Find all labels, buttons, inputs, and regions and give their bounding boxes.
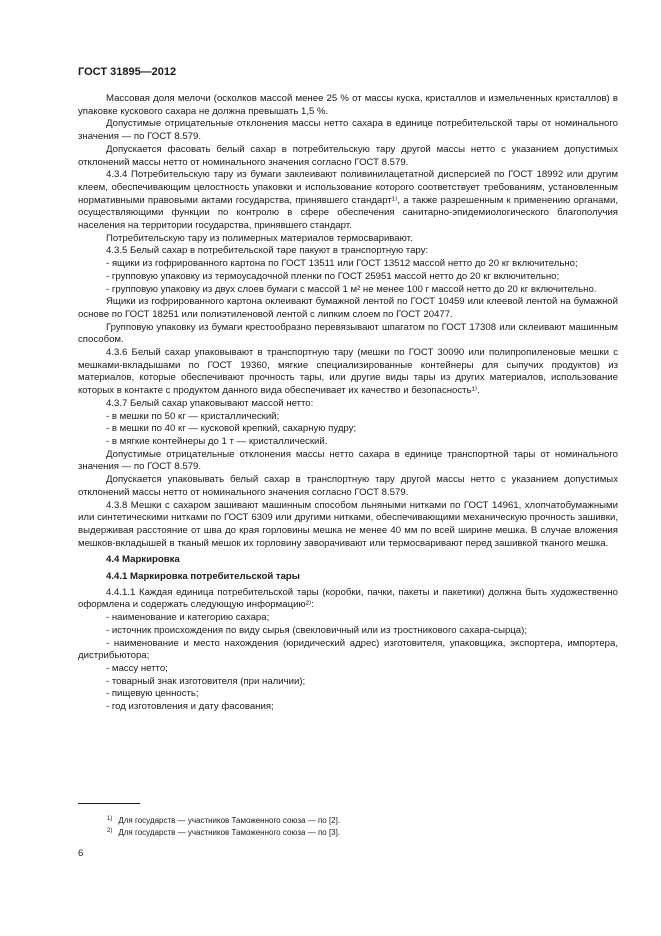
paragraph: Допустимые отрицательные отклонения массы нетто сахара в единице транспортной тары от номинального значения — по ГОСТ 8.579.: [78, 448, 618, 473]
paragraph: Потребительскую тару из полимерных материалов термосваривают.: [106, 232, 413, 244]
paragraph: Допустимые отрицательные отклонения массы нетто сахара в единице потребительской тары от номинального значения — по ГОСТ 8.579.: [78, 118, 618, 143]
paragraph: - товарный знак изготовителя (при наличии);: [106, 675, 306, 687]
paragraph: - наименование и место нахождения (юридический адрес) изготовителя, упаковщика, экспортера, импортера, дистрибьютора;: [78, 637, 618, 662]
paragraph: Допускается упаковывать белый сахар в транспортную тару другой массы нетто с указанием допустимых отклонений массы нетто от номинального значения согласно ГОСТ 8.579.: [78, 474, 618, 498]
paragraph: - источник происхождения по виду сырья (свекловичный или из тростникового сахара-сырца);: [106, 624, 528, 636]
paragraph: 4.3.8 Мешки с сахаром зашивают машинным способом льняными нитками по ГОСТ 14961, хлопчатобумажными или синтетическими нитками по ГОСТ 6309 или другими нитками, обеспечивающими механическую прочность зашивки, выдерживая расстояние от шва до края горловины мешка не менее 40 мм по всей ширине мешка. В случае вложения мешков-вкладышей в тканый мешок их горловину заворачивают или термосваривают перед зашивкой тканого мешка.: [78, 499, 618, 549]
paragraph: - групповую упаковку из двух слоев бумаги с массой 1 м² не менее 100 г массой нетто до 20 кг включительно.: [106, 283, 597, 295]
paragraph: - ящики из гофрированного картона по ГОСТ 13511 или ГОСТ 13512 массой нетто до 20 кг включительно;: [106, 258, 578, 270]
footnote-2: [107, 828, 340, 839]
document-body: [78, 93, 618, 714]
paragraph: - в мешки по 40 кг — кусковой крепкий, сахарную пудру;: [106, 423, 357, 435]
paragraph: Допускается фасовать белый сахар в потребительскую тару другой массы нетто с указанием допустимых отклонений массы нетто от номинального значения согласно ГОСТ 8.579.: [78, 143, 618, 168]
paragraph: 4.3.7 Белый сахар упаковывают массой нетто:: [106, 397, 314, 409]
paragraph: 4.4.1.1 Каждая единица потребительской тары (коробки, пачки, пакеты и пакетики) должна быть художественно оформлена и содержать следующую информацию²⁾:: [78, 586, 618, 611]
section-heading: 4.4 Маркировка: [106, 554, 180, 566]
paragraph: 4.3.5 Белый сахар в потребительской таре пакуют в транспортную тару:: [106, 245, 429, 257]
paragraph: Групповую упаковку из бумаги крестообразно перевязывают шпагатом по ГОСТ 17308 или склеивают машинным способом.: [78, 321, 618, 346]
footnote-text: Для государств — участников Таможенного союза — по [3].: [118, 828, 341, 837]
document-header: ГОСТ 31895—2012: [78, 66, 177, 78]
paragraph: - пищевую ценность;: [106, 688, 199, 700]
paragraph: - групповую упаковку из термоусадочной пленки по ГОСТ 25951 массой нетто до 20 кг включительно;: [106, 270, 560, 282]
footnote-text: Для государств — участников Таможенного союза — по [2].: [118, 816, 341, 825]
paragraph: - массу нетто;: [106, 662, 168, 674]
paragraph: 4.3.6 Белый сахар упаковывают в транспортную тару (мешки по ГОСТ 30090 или полипропиленовые мешки с мешками-вкладышами по ГОСТ 19360, мягкие специализированные контейнеры для сыпучих продуктов) из материалов, которые обеспечивают прочность тары, или другие виды тары из других материалов, использование которых в контакте с продуктом данного вида обеспечивает их качество и безопасность¹⁾.: [78, 347, 618, 397]
footnote-1: [107, 816, 340, 827]
footnote-mark: 2): [107, 828, 113, 834]
footnote-separator: [78, 803, 140, 804]
paragraph: 4.3.4 Потребительскую тару из бумаги заклеивают поливинилацетатной дисперсией по ГОСТ 18992 или другим клеем, обеспечивающим целостность упаковки и использование которого соответствует требованиям, установленным нормативными правовыми актами государства, принявшего стандарт¹⁾, а также разрешенным к применению органами, осуществляющими функции по контролю в сфере обеспечения санитарно-эпидемиологического благополучия населения на территории государства, принявшего стандарт.: [78, 169, 618, 232]
paragraph: - наименование и категорию сахара;: [106, 612, 270, 624]
paragraph: - в мешки по 50 кг — кристаллический;: [106, 410, 280, 422]
page-number: 6: [78, 848, 84, 859]
paragraph: - в мягкие контейнеры до 1 т — кристаллический.: [106, 435, 328, 447]
paragraph: Массовая доля мелочи (осколков массой менее 25 % от массы куска, кристаллов и измельченных кристаллов) в упаковке кускового сахара не должна превышать 1,5 %.: [78, 93, 618, 117]
paragraph: - год изготовления и дату фасования;: [106, 701, 274, 713]
section-heading: 4.4.1 Маркировка потребительской тары: [106, 571, 300, 583]
paragraph: Ящики из гофрированного картона оклеивают бумажной лентой по ГОСТ 10459 или клеевой лентой на бумажной основе по ГОСТ 18251 или полиэтиленовой лентой с липким слоем по ГОСТ 20477.: [78, 296, 618, 320]
footnote-mark: 1): [107, 816, 113, 822]
